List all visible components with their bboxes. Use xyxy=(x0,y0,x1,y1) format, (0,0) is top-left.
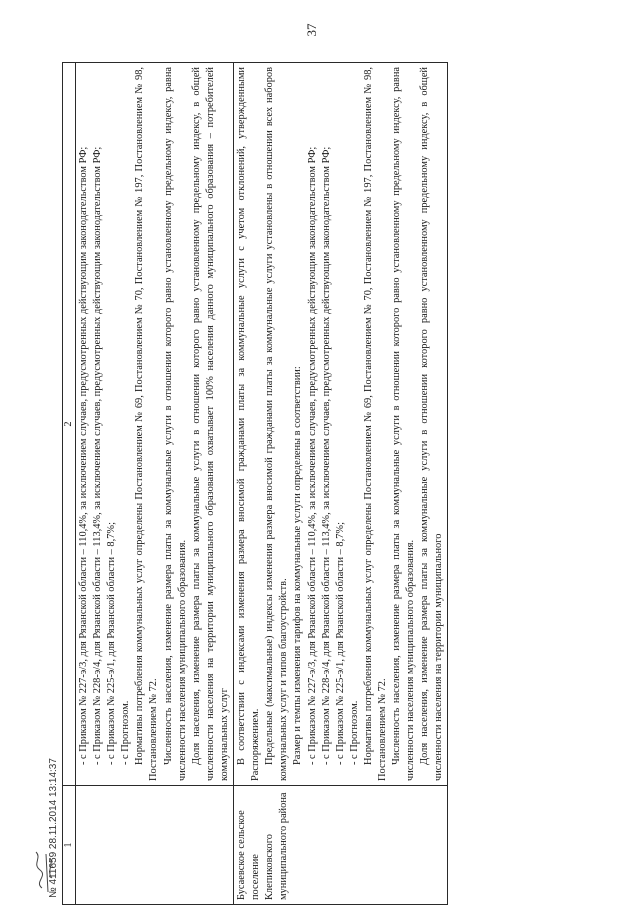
row2-line: - с Приказом № 227-э/3, для Рязанской области – 110,4%, за исключением случаев, предусмотренных действующим законодательством РФ; xyxy=(306,146,318,765)
row1-line: - с Приказом № 225-э/1, для Рязанской области – 8,7%; xyxy=(106,522,118,765)
row2-municipality-cell xyxy=(234,786,448,905)
row2-line: В соответствии с индексами изменения размера вносимой гражданами платы за коммунальные услуги с учетом отклонений, утвержденными Распоряжением. xyxy=(236,67,262,781)
row2-content-cell xyxy=(234,63,448,786)
data-table xyxy=(62,62,448,905)
municipality-name: Бусаевское сельское поселение Клепиковского муниципального района xyxy=(236,792,290,900)
row1-line: - с Прогнозом. xyxy=(120,700,132,765)
row1-line: - с Приказом № 228-э/4, для Рязанской области – 113,4%, за исключением случаев, предусмотренных действующим законодательством РФ; xyxy=(92,146,104,765)
row1-line: Численность населения, изменение размера платы за коммунальные услуги в отношении которого равно установленному предельному индексу, равна численности населения муниципального образования. xyxy=(162,67,188,781)
row2-line: Нормативы потребления коммунальных услуг определены Постановлением № 69, Постановлением № 70, Постановлением № 197, Постановлением № 98, Постановлением № 72. xyxy=(362,67,388,781)
stamp-number: № 411659 28.11.2014 13:14:37 xyxy=(48,758,59,898)
row2-line: Размер и темпы изменения тарифов на коммунальные услуги определены в соответствии: xyxy=(292,366,304,765)
header-col-2: 2 xyxy=(63,63,76,786)
page-number: 37 xyxy=(304,23,319,37)
row1-content-cell xyxy=(76,63,234,786)
header-col-1: 1 xyxy=(63,786,76,905)
row2-line: Численность населения, изменение размера платы за коммунальные услуги в отношении которого равно установленному предельному индексу, равна численности населения муниципального образования. xyxy=(391,67,417,781)
table-row-2 xyxy=(234,63,448,905)
row1-line: Доля населения, изменение размера платы за коммунальные услуги в отношении которого равно установленному предельному индексу, в общей численности населения на территории муниципального образования охватывает 100% населения данного муниципального образования – потребителей коммунальных услуг xyxy=(190,67,230,781)
row2-line: - с Приказом № 225-э/1, для Рязанской области – 8,7%; xyxy=(334,522,346,765)
row1-line: - с Приказом № 227-э/3, для Рязанской области – 110,4%, за исключением случаев, предусмотренных действующим законодательством РФ; xyxy=(78,146,89,765)
row1-line: Нормативы потребления коммунальных услуг определены Постановлением № 69, Постановлением № 70, Постановлением № 197, Постановлением № 98, Постановлением № 72. xyxy=(134,67,160,781)
row2-line: - с Прогнозом. xyxy=(348,700,360,765)
row1-municipality-cell xyxy=(76,786,234,905)
row2-line: Доля населения, изменение размера платы за коммунальные услуги в отношении которого равно установленному предельному индексу, в общей численности населения на территории муниципального xyxy=(419,67,445,781)
registration-stamp xyxy=(26,618,66,898)
table-row-1 xyxy=(76,63,234,905)
row2-line: Предельные (максимальные) индексы изменения размера вносимой гражданами платы за коммунальные услуги установлены в отношении всех наборов коммунальных услуг и типов благоустройств. xyxy=(264,67,290,781)
rotated-table-wrapper xyxy=(62,62,548,905)
row2-line: - с Приказом № 228-э/4, для Рязанской области – 113,4%, за исключением случаев, предусмотренных действующим законодательством РФ; xyxy=(320,146,332,765)
